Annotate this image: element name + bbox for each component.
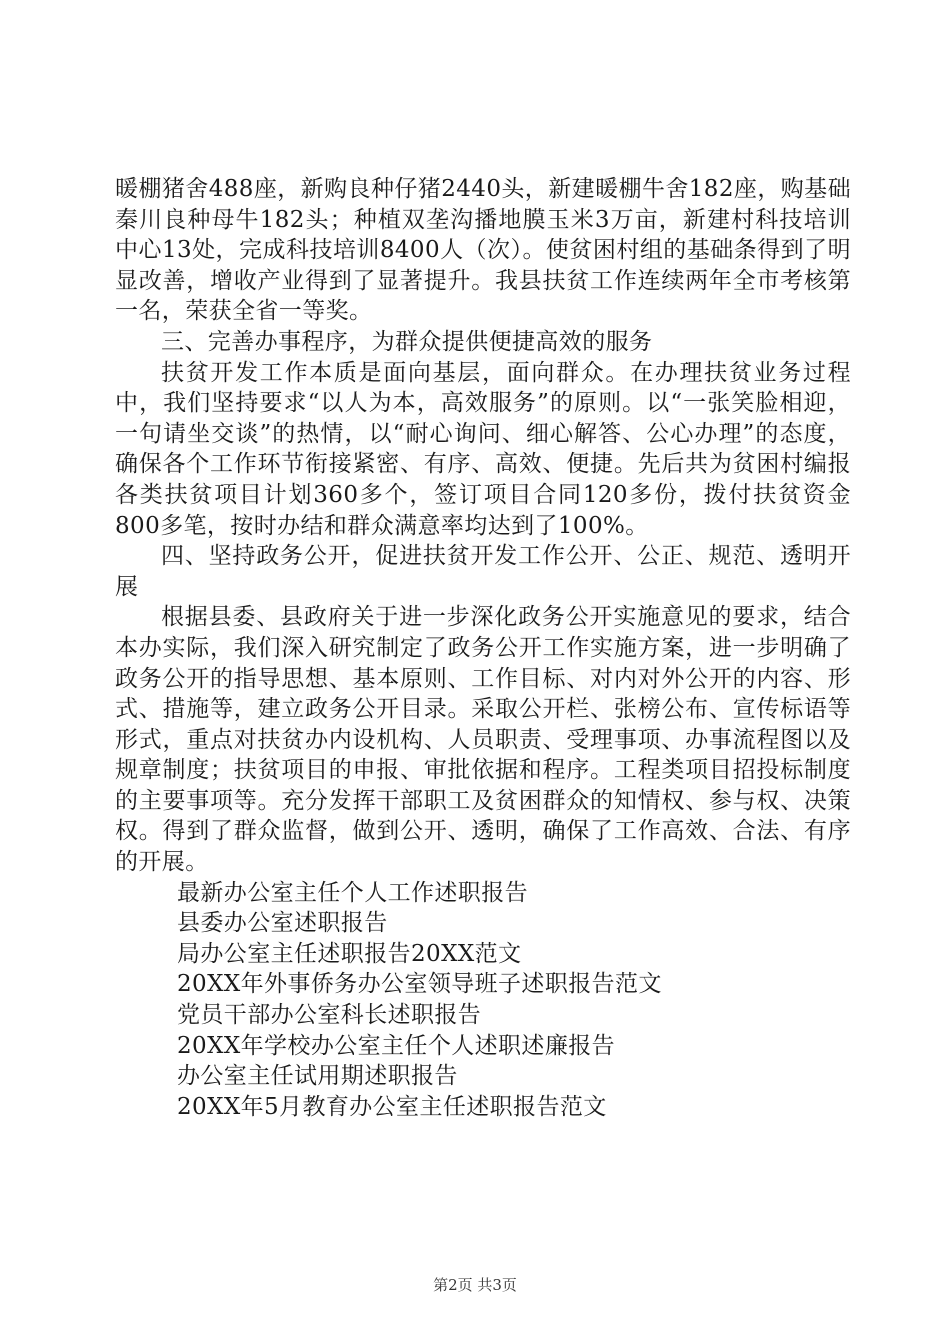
page-number-footer: 第2页 共3页	[433, 1276, 517, 1294]
section-heading-4: 四、坚持政务公开，促进扶贫开发工作公开、公正、规范、透明开展	[115, 543, 851, 600]
related-links-list	[115, 878, 851, 1123]
section-heading-3: 三、完善办事程序，为群众提供便捷高效的服务	[161, 328, 653, 355]
related-link[interactable]: 县委办公室述职报告	[177, 910, 388, 937]
related-link[interactable]: 20XX年5月教育办公室主任述职报告范文	[177, 1093, 607, 1120]
related-link[interactable]: 党员干部办公室科长述职报告	[177, 1002, 482, 1029]
paragraph-livestock-stats: 暖棚猪舍488座，新购良种仔猪2440头，新建暖棚牛舍182座，购基础秦川良种母牛182头；种植双垄沟播地膜玉米3万亩，新建村科技培训中心13处，完成科技培训8400人（次）。使贫困村组的基础条得到了明显改善，增收产业得到了显著提升。我县扶贫工作连续两年全市考核第一名，荣获全省一等奖。	[115, 176, 851, 325]
related-link[interactable]: 20XX年学校办公室主任个人述职述廉报告	[177, 1032, 616, 1059]
paragraph-transparency: 根据县委、县政府关于进一步深化政务公开实施意见的要求，结合本办实际，我们深入研究制定了政务公开工作实施方案，进一步明确了政务公开的指导思想、基本原则、工作目标、对内对外公开的内容、形式、措施等，建立政务公开目录。采取公开栏、张榜公布、宣传标语等形式，重点对扶贫办内设机构、人员职责、受理事项、办事流程图以及规章制度；扶贫项目的申报、审批依据和程序。工程类项目招投标制度的主要事项等。充分发挥干部职工及贫困群众的知情权、参与权、决策权。得到了群众监督，做到公开、透明，确保了工作高效、合法、有序的开展。	[115, 604, 851, 876]
related-link[interactable]: 局办公室主任述职报告20XX范文	[177, 940, 522, 967]
related-link[interactable]: 最新办公室主任个人工作述职报告	[177, 879, 528, 906]
related-link[interactable]: 20XX年外事侨务办公室领导班子述职报告范文	[177, 971, 662, 998]
related-link[interactable]: 办公室主任试用期述职报告	[177, 1063, 458, 1090]
document-body	[115, 174, 851, 1122]
paragraph-service: 扶贫开发工作本质是面向基层，面向群众。在办理扶贫业务过程中，我们坚持要求“以人为本，高效服务”的原则。以“一张笑脸相迎，一句请坐交谈”的热情，以“耐心询问、细心解答、公心办理”的态度，确保各个工作环节衔接紧密、有序、高效、便捷。先后共为贫困村编报各类扶贫项目计划360多个，签订项目合同120多份，拨付扶贫资金800多笔，按时办结和群众满意率均达到了100%。	[115, 359, 851, 539]
